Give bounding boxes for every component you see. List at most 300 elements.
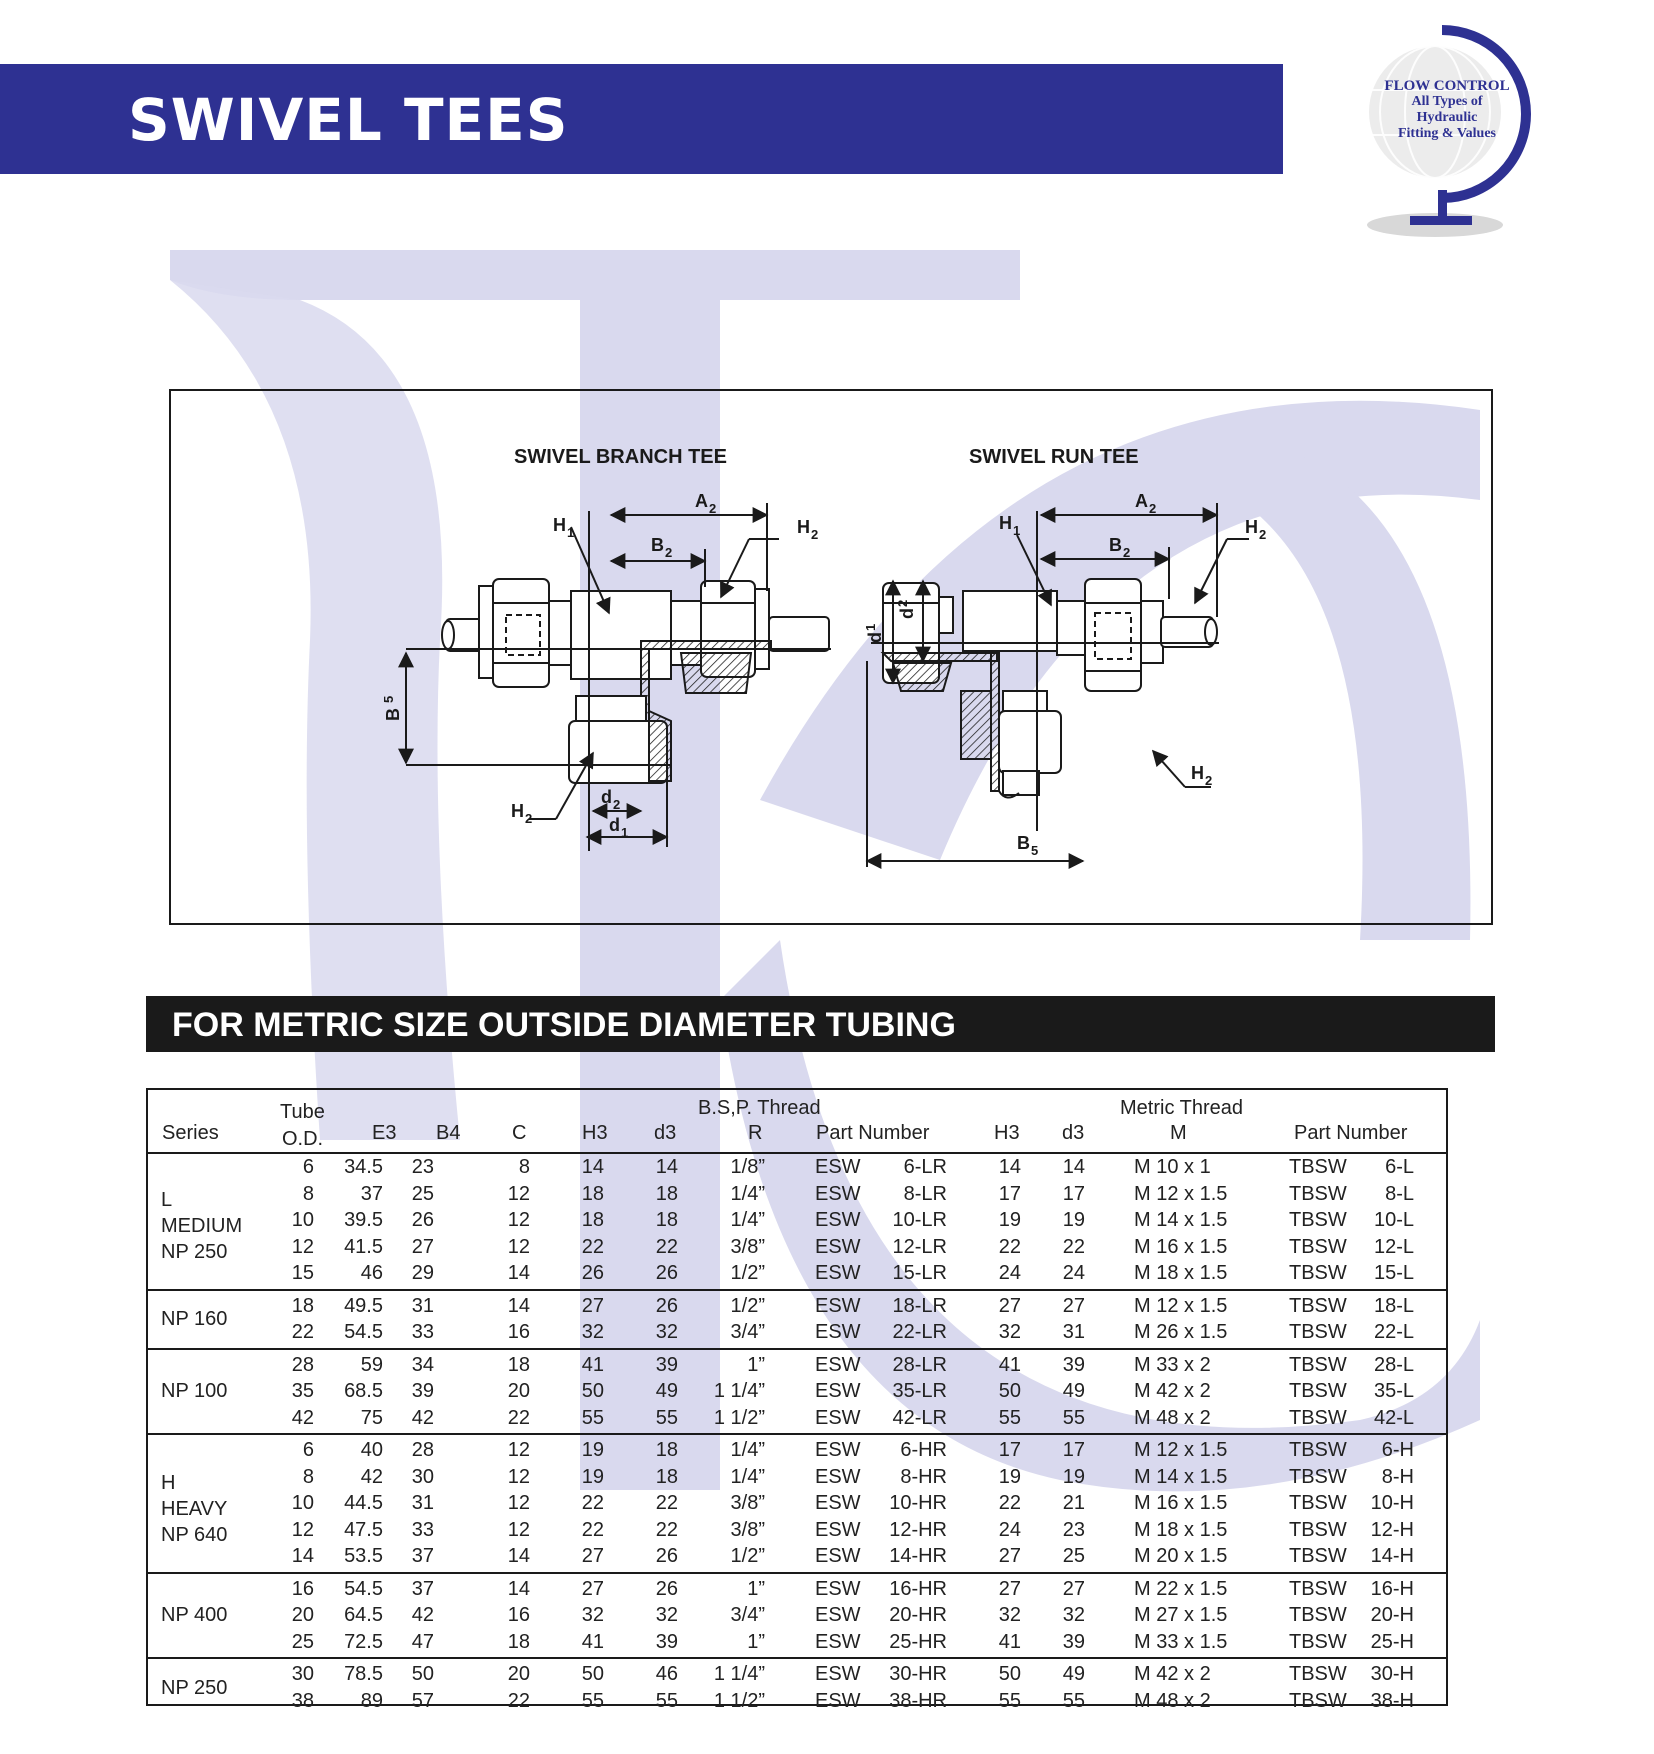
cell-m-thread: M 27 x 1.5 (1134, 1604, 1228, 1626)
cell-d3-metric: 17 (1062, 1182, 1085, 1205)
cell-c: 18 (507, 1630, 530, 1653)
cell-part-code: 22-LR (892, 1321, 947, 1343)
cell-h3-metric: 24 (998, 1262, 1021, 1284)
cell-e3: 75 (360, 1406, 383, 1429)
cell-m-thread: M 16 x 1.5 (1134, 1235, 1228, 1258)
series-label (161, 1602, 227, 1628)
cell-part-code: 30-HR (889, 1663, 947, 1685)
cell-part-prefix: ESW (815, 1689, 861, 1712)
cell-d3: 32 (655, 1604, 678, 1626)
cell-r: 1/4” (730, 1209, 765, 1231)
cell-e3: 40 (360, 1439, 383, 1461)
cell-r: 3/8” (730, 1492, 765, 1514)
cell-part-code: 42-LR (892, 1406, 947, 1429)
cell-d3-metric: 55 (1062, 1689, 1085, 1712)
group-divider (148, 1289, 1446, 1291)
cell-r: 1/2” (730, 1545, 765, 1567)
cell-h3: 27 (581, 1294, 604, 1317)
cell-part-prefix: ESW (815, 1294, 861, 1317)
cell-metric-part-code: 8-H (1381, 1465, 1414, 1488)
cell-part-code: 10-HR (889, 1492, 947, 1514)
cell-metric-part-code: 12-L (1373, 1235, 1414, 1258)
cell-b4: 50 (411, 1663, 434, 1685)
cell-b4: 37 (411, 1577, 434, 1600)
run-tee-title: SWIVEL RUN TEE (969, 446, 1139, 468)
cell-part-code: 16-HR (889, 1577, 947, 1600)
branch-dim-a2: A (695, 491, 708, 511)
cell-d3: 22 (655, 1492, 678, 1514)
cell-r: 1/8” (730, 1156, 765, 1178)
cell-metric-part-prefix: TBSW (1289, 1492, 1347, 1514)
cell-r: 1/2” (730, 1262, 765, 1284)
cell-tube-od: 35 (291, 1380, 314, 1402)
cell-b4: 23 (411, 1156, 434, 1178)
cell-tube-od: 16 (291, 1577, 314, 1600)
cell-metric-part-prefix: TBSW (1289, 1294, 1347, 1317)
cell-m-thread: M 33 x 1.5 (1134, 1630, 1228, 1653)
cell-part-prefix: ESW (815, 1492, 861, 1514)
header-c: C (512, 1122, 527, 1144)
svg-text:2: 2 (895, 599, 910, 607)
cell-part-prefix: ESW (815, 1630, 861, 1653)
branch-dim-h2-bottom: H (511, 801, 524, 821)
cell-c: 12 (507, 1439, 530, 1461)
cell-h3: 55 (581, 1406, 604, 1429)
cell-metric-part-code: 38-H (1370, 1689, 1414, 1712)
cell-m-thread: M 20 x 1.5 (1134, 1545, 1228, 1567)
cell-h3: 18 (581, 1209, 604, 1231)
header-h3: H3 (582, 1122, 608, 1144)
cell-b4: 42 (411, 1406, 434, 1429)
cell-h3-metric: 27 (998, 1294, 1021, 1317)
cell-b4: 28 (411, 1439, 434, 1461)
cell-tube-od: 8 (302, 1465, 314, 1488)
cell-h3: 19 (581, 1465, 604, 1488)
logo-line-1: FLOW CONTROL (1384, 78, 1510, 94)
cell-h3: 22 (581, 1235, 604, 1258)
cell-d3: 18 (655, 1465, 678, 1488)
cell-d3-metric: 22 (1062, 1235, 1085, 1258)
cell-h3-metric: 41 (998, 1630, 1021, 1653)
cell-m-thread: M 14 x 1.5 (1134, 1465, 1228, 1488)
cell-h3-metric: 19 (998, 1209, 1021, 1231)
cell-metric-part-code: 30-H (1370, 1663, 1414, 1685)
cell-part-prefix: ESW (815, 1663, 861, 1685)
cell-h3-metric: 55 (998, 1689, 1021, 1712)
cell-h3-metric: 50 (998, 1380, 1021, 1402)
logo-line-4: Fitting & Values (1397, 126, 1496, 141)
cell-d3: 18 (655, 1209, 678, 1231)
cell-tube-od: 10 (291, 1209, 314, 1231)
cell-metric-part-prefix: TBSW (1289, 1321, 1347, 1343)
cell-part-code: 14-HR (889, 1545, 947, 1567)
cell-metric-part-prefix: TBSW (1289, 1577, 1347, 1600)
svg-text:2: 2 (1259, 527, 1267, 542)
cell-h3: 22 (581, 1492, 604, 1514)
cell-d3: 14 (655, 1156, 678, 1178)
cell-c: 22 (507, 1689, 530, 1712)
cell-part-prefix: ESW (815, 1321, 861, 1343)
cell-h3-metric: 32 (998, 1321, 1021, 1343)
cell-c: 12 (507, 1518, 530, 1541)
branch-dim-d1: d (609, 815, 620, 835)
cell-d3-metric: 19 (1062, 1465, 1085, 1488)
cell-d3-metric: 49 (1062, 1380, 1085, 1402)
section-title: FOR METRIC SIZE OUTSIDE DIAMETER TUBING (172, 1006, 956, 1044)
cell-tube-od: 22 (291, 1321, 314, 1343)
cell-c: 8 (518, 1156, 530, 1178)
cell-h3: 50 (581, 1663, 604, 1685)
cell-part-prefix: ESW (815, 1182, 861, 1205)
header-tube-od-line1: Tube (280, 1101, 325, 1123)
cell-b4: 31 (411, 1294, 434, 1317)
header-h3-metric: H3 (994, 1122, 1020, 1144)
cell-metric-part-prefix: TBSW (1289, 1604, 1347, 1626)
cell-c: 12 (507, 1465, 530, 1488)
cell-m-thread: M 12 x 1.5 (1134, 1294, 1228, 1317)
cell-h3-metric: 17 (998, 1182, 1021, 1205)
cell-part-prefix: ESW (815, 1439, 861, 1461)
cell-m-thread: M 16 x 1.5 (1134, 1492, 1228, 1514)
cell-h3-metric: 14 (998, 1156, 1021, 1178)
cell-part-prefix: ESW (815, 1262, 861, 1284)
cell-h3-metric: 41 (998, 1353, 1021, 1376)
cell-part-code: 10-LR (892, 1209, 947, 1231)
cell-h3: 55 (581, 1689, 604, 1712)
cell-metric-part-prefix: TBSW (1289, 1518, 1347, 1541)
cell-metric-part-code: 15-L (1373, 1262, 1414, 1284)
cell-d3-metric: 27 (1062, 1294, 1085, 1317)
cell-b4: 37 (411, 1545, 434, 1567)
cell-r: 1” (747, 1630, 765, 1653)
cell-r: 1 1/2” (713, 1406, 765, 1429)
cell-d3: 32 (655, 1321, 678, 1343)
cell-c: 12 (507, 1209, 530, 1231)
cell-d3: 18 (655, 1182, 678, 1205)
branch-dim-h1: H (553, 515, 566, 535)
cell-metric-part-prefix: TBSW (1289, 1209, 1347, 1231)
series-label-line: HEAVY (161, 1498, 228, 1521)
cell-r: 3/8” (730, 1518, 765, 1541)
group-divider (148, 1657, 1446, 1659)
cell-metric-part-code: 16-H (1370, 1577, 1414, 1600)
header-b4: B4 (436, 1122, 461, 1144)
cell-metric-part-prefix: TBSW (1289, 1689, 1347, 1712)
series-label (161, 1378, 227, 1404)
cell-m-thread: M 26 x 1.5 (1134, 1321, 1228, 1343)
cell-e3: 78.5 (344, 1663, 383, 1685)
cell-tube-od: 42 (291, 1406, 314, 1429)
cell-metric-part-code: 42-L (1373, 1406, 1414, 1429)
svg-text:1: 1 (863, 623, 878, 631)
cell-part-code: 15-LR (892, 1262, 947, 1284)
cell-m-thread: M 12 x 1.5 (1134, 1182, 1228, 1205)
cell-r: 1/4” (730, 1182, 765, 1205)
svg-text:5: 5 (1031, 843, 1039, 858)
cell-metric-part-code: 18-L (1373, 1294, 1414, 1317)
run-dim-a2: A (1135, 491, 1148, 511)
cell-d3-metric: 39 (1062, 1630, 1085, 1653)
header-r: R (748, 1122, 763, 1144)
cell-h3-metric: 22 (998, 1492, 1021, 1514)
cell-d3: 26 (655, 1262, 678, 1284)
run-dim-b5: B (1017, 833, 1030, 853)
branch-dim-b2: B (651, 535, 664, 555)
cell-e3: 72.5 (344, 1630, 383, 1653)
cell-part-code: 12-LR (892, 1235, 947, 1258)
cell-tube-od: 25 (291, 1630, 314, 1653)
cell-metric-part-prefix: TBSW (1289, 1439, 1347, 1461)
cell-tube-od: 28 (291, 1353, 314, 1376)
series-label-line: NP 400 (161, 1604, 228, 1627)
cell-part-prefix: ESW (815, 1209, 861, 1231)
cell-h3-metric: 27 (998, 1577, 1021, 1600)
cell-part-code: 12-HR (889, 1518, 947, 1541)
cell-tube-od: 14 (291, 1545, 314, 1567)
run-dim-b2: B (1109, 535, 1122, 555)
cell-h3: 27 (581, 1577, 604, 1600)
header-tube-od-line2: O.D. (282, 1128, 324, 1150)
cell-r: 1” (747, 1353, 765, 1376)
cell-c: 16 (507, 1604, 530, 1626)
cell-d3-metric: 55 (1062, 1406, 1085, 1429)
cell-part-prefix: ESW (815, 1545, 861, 1567)
cell-metric-part-prefix: TBSW (1289, 1353, 1347, 1376)
cell-c: 20 (507, 1380, 530, 1402)
company-logo (1360, 20, 1540, 250)
cell-h3: 41 (581, 1353, 604, 1376)
series-label (161, 1470, 227, 1548)
cell-metric-part-prefix: TBSW (1289, 1406, 1347, 1429)
cell-metric-part-code: 10-L (1373, 1209, 1414, 1231)
cell-b4: 30 (411, 1465, 434, 1488)
svg-text:2: 2 (811, 527, 819, 542)
cell-metric-part-prefix: TBSW (1289, 1156, 1347, 1178)
cell-r: 1” (747, 1577, 765, 1600)
branch-dim-b5: B (383, 708, 403, 721)
cell-h3: 50 (581, 1380, 604, 1402)
series-label-line: NP 160 (161, 1308, 228, 1330)
cell-c: 12 (507, 1182, 530, 1205)
cell-e3: 49.5 (344, 1294, 383, 1317)
cell-r: 1 1/4” (713, 1663, 765, 1685)
cell-b4: 26 (411, 1209, 434, 1231)
section-header (146, 996, 1495, 1052)
cell-part-prefix: ESW (815, 1518, 861, 1541)
cell-h3-metric: 22 (998, 1235, 1021, 1258)
cell-e3: 54.5 (344, 1577, 383, 1600)
cell-metric-part-code: 35-L (1373, 1380, 1414, 1402)
cell-metric-part-prefix: TBSW (1289, 1465, 1347, 1488)
run-dim-h2-top: H (1245, 517, 1258, 537)
cell-h3-metric: 27 (998, 1545, 1021, 1567)
page-title: SWIVEL TEES (128, 86, 569, 154)
cell-part-prefix: ESW (815, 1465, 861, 1488)
cell-d3-metric: 32 (1062, 1604, 1085, 1626)
cell-part-code: 8-LR (903, 1182, 947, 1205)
cell-d3-metric: 39 (1062, 1353, 1085, 1376)
cell-part-code: 20-HR (889, 1604, 947, 1626)
cell-e3: 59 (360, 1353, 383, 1376)
cell-e3: 37 (360, 1182, 383, 1205)
cell-metric-part-code: 12-H (1370, 1518, 1414, 1541)
cell-part-prefix: ESW (815, 1406, 861, 1429)
cell-r: 3/4” (730, 1604, 765, 1626)
cell-d3: 22 (655, 1235, 678, 1258)
cell-b4: 27 (411, 1235, 434, 1258)
cell-d3-metric: 23 (1062, 1518, 1085, 1541)
title-banner (0, 64, 1283, 174)
series-label-line: MEDIUM (161, 1215, 243, 1238)
branch-tee-title: SWIVEL BRANCH TEE (514, 446, 727, 468)
cell-m-thread: M 12 x 1.5 (1134, 1439, 1228, 1461)
cell-r: 1 1/2” (713, 1689, 765, 1712)
cell-d3: 46 (655, 1663, 678, 1685)
cell-h3: 18 (581, 1182, 604, 1205)
cell-m-thread: M 22 x 1.5 (1134, 1577, 1228, 1600)
cell-metric-part-prefix: TBSW (1289, 1630, 1347, 1653)
cell-d3: 39 (655, 1630, 678, 1653)
cell-h3: 41 (581, 1630, 604, 1653)
cell-h3-metric: 32 (998, 1604, 1021, 1626)
cell-part-code: 25-HR (889, 1630, 947, 1653)
svg-text:2: 2 (709, 501, 717, 516)
header-d3: d3 (654, 1122, 677, 1144)
cell-metric-part-prefix: TBSW (1289, 1663, 1347, 1685)
cell-e3: 42 (360, 1465, 383, 1488)
logo-line-3: Hydraulic (1416, 110, 1478, 125)
cell-b4: 25 (411, 1182, 434, 1205)
cell-b4: 57 (411, 1689, 434, 1712)
cell-h3: 26 (581, 1262, 604, 1284)
cell-e3: 53.5 (344, 1545, 383, 1567)
cell-e3: 64.5 (344, 1604, 383, 1626)
svg-text:2: 2 (1205, 773, 1213, 788)
header-series: Series (162, 1122, 219, 1144)
cell-d3-metric: 14 (1062, 1156, 1085, 1178)
cell-m-thread: M 42 x 2 (1134, 1380, 1211, 1402)
cell-m-thread: M 10 x 1 (1134, 1156, 1211, 1178)
cell-metric-part-prefix: TBSW (1289, 1235, 1347, 1258)
cell-h3-metric: 50 (998, 1663, 1021, 1685)
svg-text:1: 1 (567, 525, 575, 540)
cell-part-code: 6-HR (900, 1439, 947, 1461)
cell-h3-metric: 55 (998, 1406, 1021, 1429)
cell-r: 1/2” (730, 1294, 765, 1317)
cell-m-thread: M 48 x 2 (1134, 1689, 1211, 1712)
technical-drawing-box (169, 389, 1493, 925)
series-label-line: L (161, 1189, 173, 1212)
cell-metric-part-prefix: TBSW (1289, 1182, 1347, 1205)
cell-metric-part-code: 8-L (1385, 1182, 1414, 1205)
tee-drawings (171, 391, 1491, 923)
cell-d3: 55 (655, 1406, 678, 1429)
cell-d3-metric: 17 (1062, 1439, 1085, 1461)
branch-dim-d2: d (601, 787, 612, 807)
header-d3-metric: d3 (1062, 1122, 1085, 1144)
cell-d3-metric: 31 (1062, 1321, 1085, 1343)
cell-c: 14 (507, 1545, 530, 1567)
cell-part-code: 38-HR (889, 1689, 947, 1712)
cell-e3: 39.5 (344, 1209, 383, 1231)
cell-e3: 54.5 (344, 1321, 383, 1343)
logo-line-2: All Types of (1411, 94, 1483, 109)
cell-r: 3/8” (730, 1235, 765, 1258)
cell-d3-metric: 49 (1062, 1663, 1085, 1685)
cell-h3: 32 (581, 1604, 604, 1626)
cell-part-code: 18-LR (892, 1294, 947, 1317)
cell-metric-part-code: 6-L (1385, 1156, 1414, 1178)
series-label-line: NP 640 (161, 1524, 228, 1547)
cell-b4: 33 (411, 1518, 434, 1541)
cell-b4: 29 (411, 1262, 434, 1284)
cell-metric-part-code: 10-H (1370, 1492, 1414, 1514)
cell-m-thread: M 18 x 1.5 (1134, 1518, 1228, 1541)
cell-tube-od: 12 (291, 1235, 314, 1258)
cell-metric-part-prefix: TBSW (1289, 1380, 1347, 1402)
cell-r: 1/4” (730, 1439, 765, 1461)
cell-e3: 34.5 (344, 1156, 383, 1178)
group-divider (148, 1348, 1446, 1350)
cell-tube-od: 38 (291, 1689, 314, 1712)
cell-c: 22 (507, 1406, 530, 1429)
cell-metric-part-code: 14-H (1370, 1545, 1414, 1567)
cell-metric-part-code: 25-H (1370, 1630, 1414, 1653)
cell-h3-metric: 24 (998, 1518, 1021, 1541)
header-metric-thread: Metric Thread (1120, 1097, 1244, 1119)
cell-metric-part-code: 20-H (1370, 1604, 1414, 1626)
group-divider (148, 1433, 1446, 1435)
cell-metric-part-prefix: TBSW (1289, 1545, 1347, 1567)
logo-text (1372, 78, 1522, 142)
series-label-line: H (161, 1472, 176, 1495)
run-dim-d1: d (865, 632, 885, 643)
dimension-table (146, 1088, 1448, 1712)
header-part-number-bsp: Part Number (816, 1122, 930, 1144)
header-e3: E3 (372, 1122, 397, 1144)
cell-part-prefix: ESW (815, 1604, 861, 1626)
cell-h3-metric: 17 (998, 1439, 1021, 1461)
cell-r: 3/4” (730, 1321, 765, 1343)
cell-b4: 47 (411, 1630, 434, 1653)
cell-tube-od: 15 (291, 1262, 314, 1284)
cell-h3: 27 (581, 1545, 604, 1567)
cell-d3-metric: 21 (1062, 1492, 1085, 1514)
header-bsp-thread: B.S,P. Thread (698, 1097, 821, 1119)
cell-h3: 22 (581, 1518, 604, 1541)
cell-tube-od: 8 (302, 1182, 314, 1205)
cell-c: 14 (507, 1294, 530, 1317)
cell-d3: 18 (655, 1439, 678, 1461)
cell-c: 14 (507, 1577, 530, 1600)
cell-metric-part-code: 6-H (1381, 1439, 1414, 1461)
svg-text:5: 5 (381, 695, 396, 703)
header-part-number-metric: Part Number (1294, 1122, 1408, 1144)
cell-d3: 26 (655, 1545, 678, 1567)
cell-e3: 47.5 (344, 1518, 383, 1541)
branch-dim-h2-top: H (797, 517, 810, 537)
cell-metric-part-prefix: TBSW (1289, 1262, 1347, 1284)
cell-h3: 14 (581, 1156, 604, 1178)
cell-part-code: 8-HR (900, 1465, 947, 1488)
cell-r: 1 1/4” (713, 1380, 765, 1402)
cell-d3: 49 (655, 1380, 678, 1402)
cell-tube-od: 6 (302, 1156, 314, 1178)
header-divider (148, 1152, 1446, 1154)
svg-text:2: 2 (1149, 501, 1157, 516)
cell-b4: 34 (411, 1353, 434, 1376)
cell-c: 16 (507, 1321, 530, 1343)
